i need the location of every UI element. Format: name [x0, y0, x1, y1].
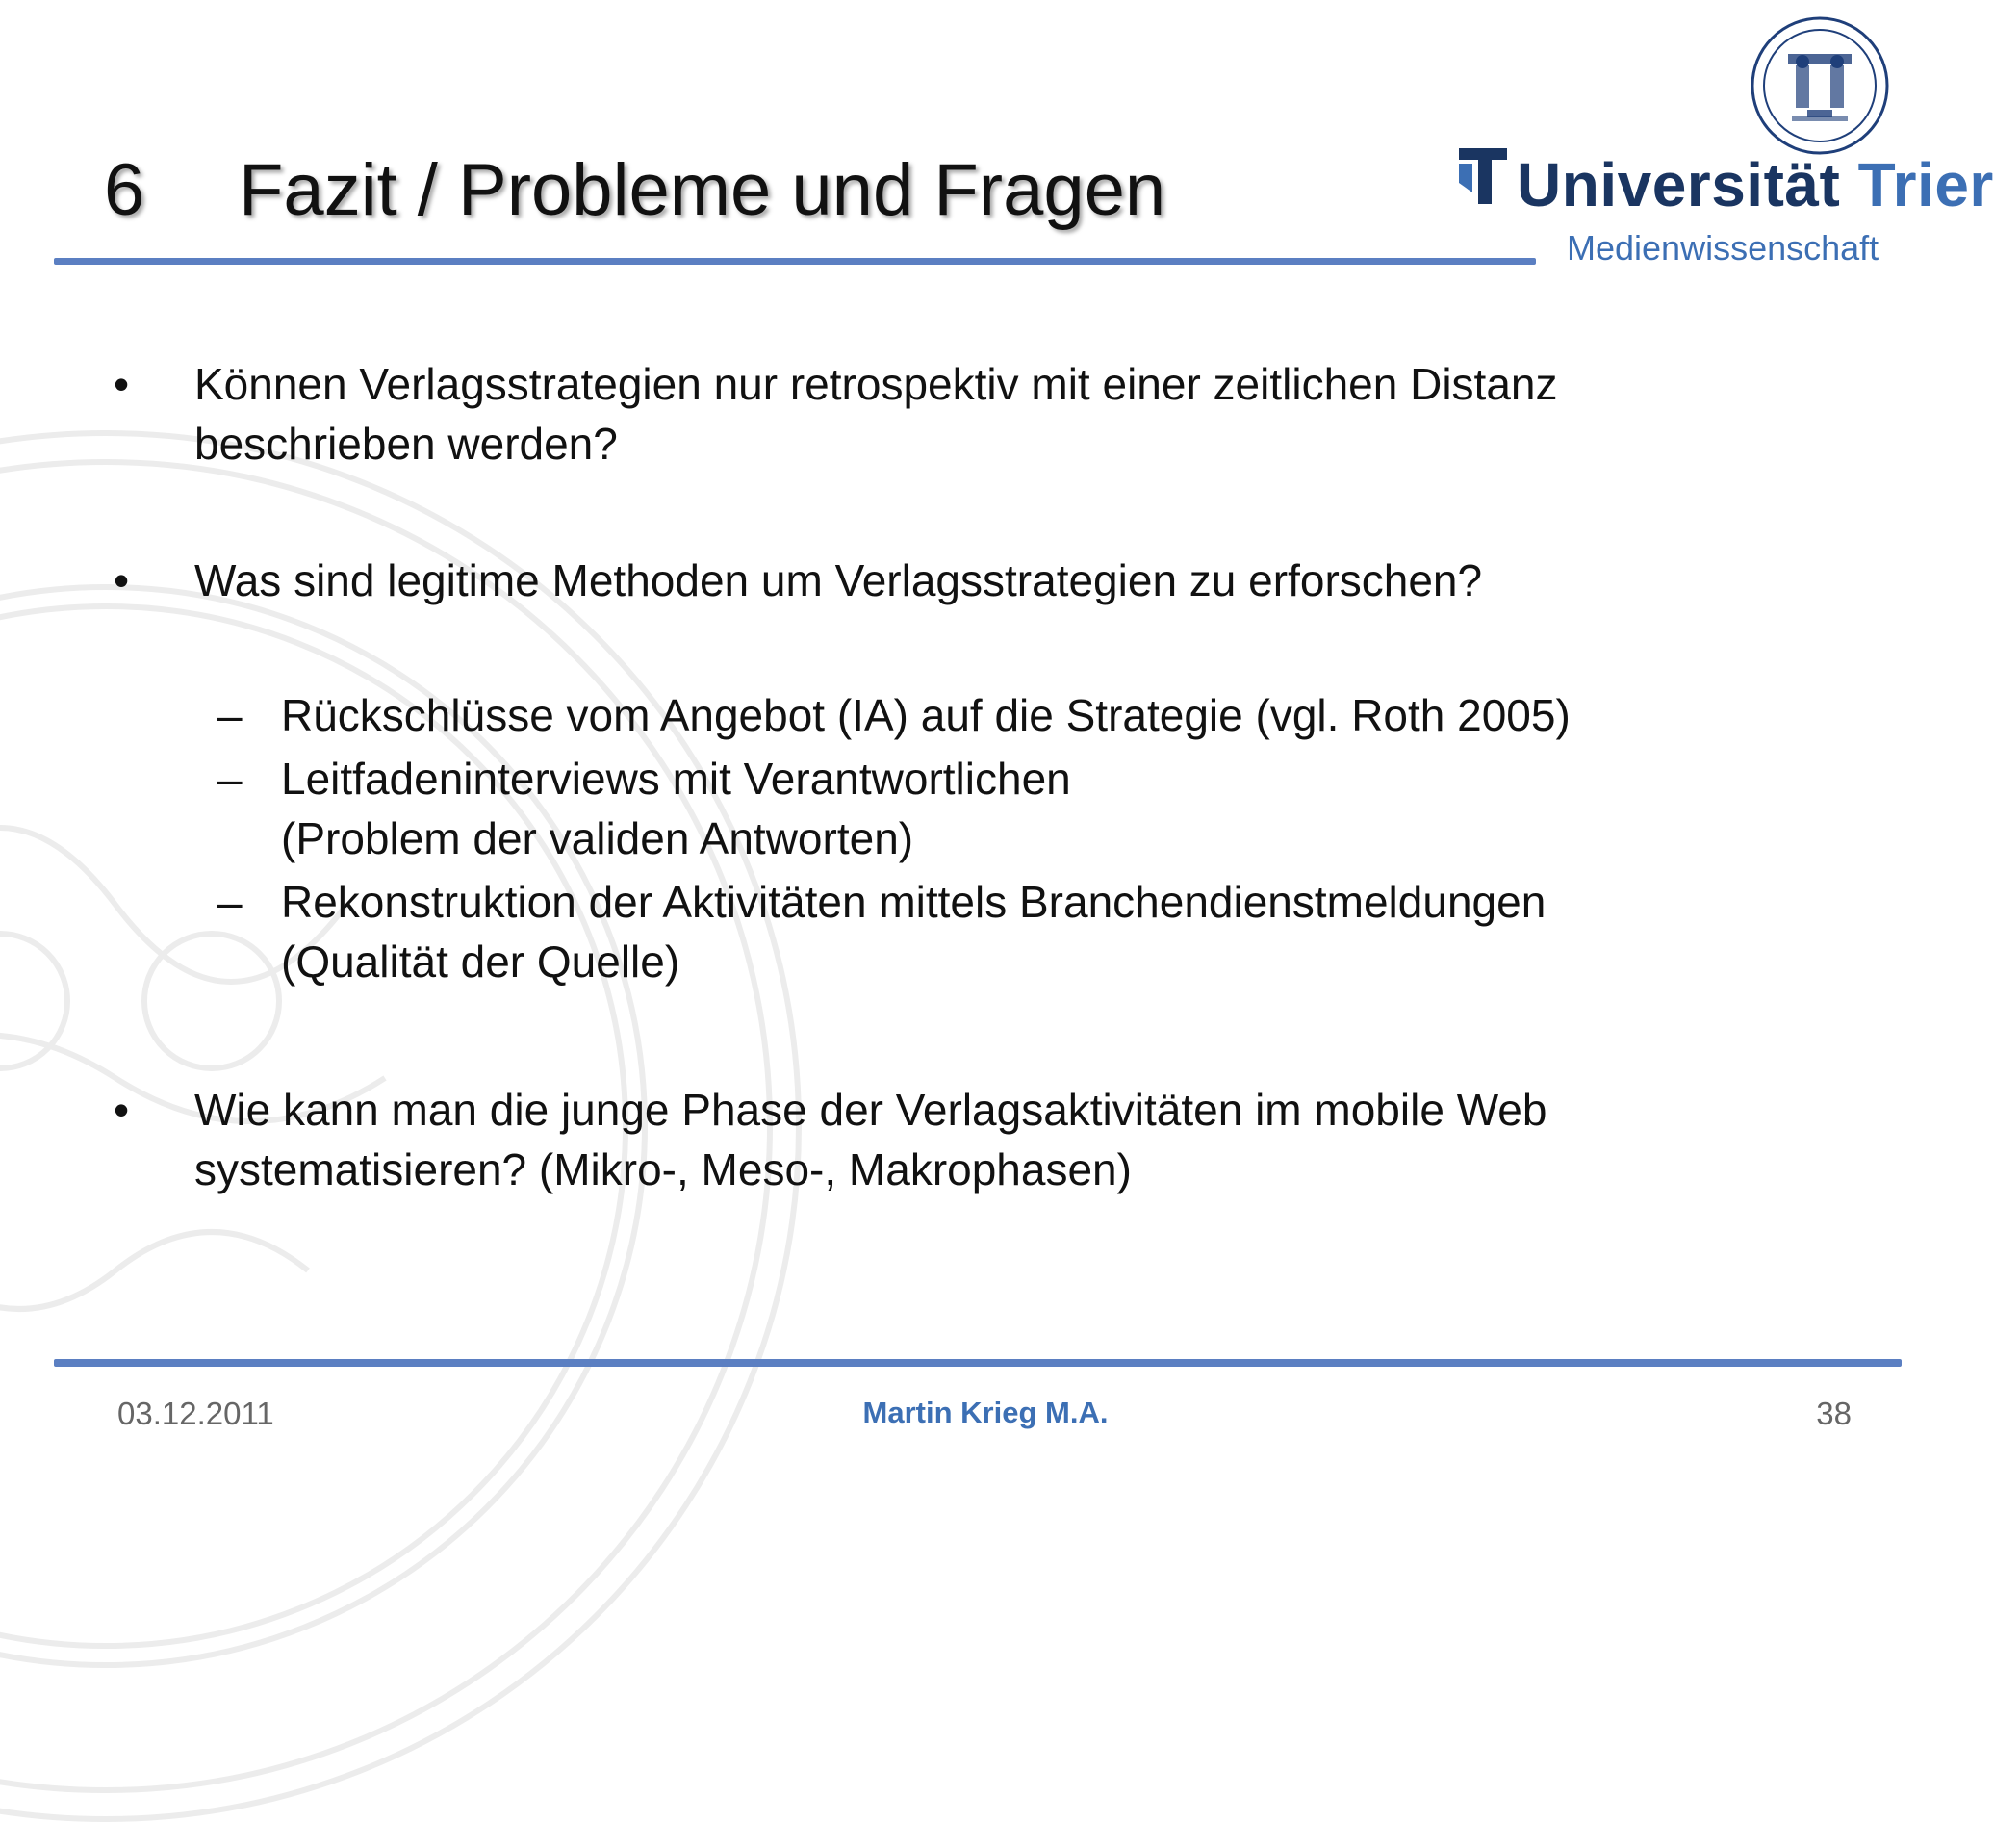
sub-bullet-marker: – — [217, 877, 243, 927]
university-logo-icon — [1455, 144, 1511, 214]
sub-bullet-line: (Qualität der Quelle) — [281, 937, 680, 987]
sub-bullet-line: Leitfadeninterviews mit Verantwortlichen — [281, 754, 1071, 804]
bullet-line: systematisieren? (Mikro-, Meso-, Makrophasen) — [194, 1144, 1132, 1194]
sub-bullet-marker: – — [217, 690, 243, 740]
title-divider — [54, 258, 1536, 265]
sub-bullet-line: Rekonstruktion der Aktivitäten mittels Branchendienstmeldungen — [281, 877, 1547, 927]
bullet-item — [114, 354, 1788, 474]
slide-title-text: Fazit / Probleme und Fragen — [239, 149, 1166, 231]
sub-bullet-line: Rückschlüsse vom Angebot (IA) auf die Strategie (vgl. Roth 2005) — [281, 690, 1571, 740]
sub-bullet-text — [281, 872, 1546, 991]
bullet-marker: • — [114, 1085, 130, 1135]
footer-date: 03.12.2011 — [117, 1396, 274, 1431]
bullet-item — [114, 1080, 1788, 1199]
footer-page-number: 38 — [1816, 1396, 1852, 1431]
slide-content — [114, 354, 1788, 1199]
bullet-line: beschrieben werden? — [194, 419, 618, 469]
footer-author: Martin Krieg M.A. — [862, 1396, 1109, 1429]
bullet-marker: • — [114, 555, 130, 605]
bullet-item — [114, 551, 1788, 610]
bullet-line: Was sind legitime Methoden um Verlagsstrategien zu erforschen? — [194, 555, 1483, 605]
sub-bullet-line: (Problem der validen Antworten) — [281, 813, 914, 863]
bullet-line: Können Verlagsstrategien nur retrospektiv mit einer zeitlichen Distanz — [194, 359, 1558, 409]
sub-bullet-marker: – — [217, 754, 243, 804]
university-seal-icon — [1750, 15, 1890, 156]
sub-bullet-text — [281, 749, 1071, 868]
bullet-marker: • — [114, 359, 130, 409]
sub-bullet-item — [217, 872, 1788, 991]
footer-divider — [54, 1359, 1902, 1367]
department-name: Medienwissenschaft — [1567, 228, 1879, 268]
bullet-text — [194, 551, 1482, 610]
bullet-line: Wie kann man die junge Phase der Verlagsaktivitäten im mobile Web — [194, 1085, 1547, 1135]
sub-bullet-item — [217, 685, 1788, 745]
university-name-text: Universität — [1517, 150, 1841, 219]
university-city: Trier — [1857, 150, 1994, 219]
sub-bullet-text — [281, 685, 1571, 745]
sub-bullet-item — [217, 749, 1788, 868]
bullet-text — [194, 354, 1558, 474]
slide-title — [104, 149, 1166, 231]
university-name — [1517, 150, 1994, 219]
bullet-text — [194, 1080, 1547, 1199]
slide-number: 6 — [104, 149, 145, 231]
